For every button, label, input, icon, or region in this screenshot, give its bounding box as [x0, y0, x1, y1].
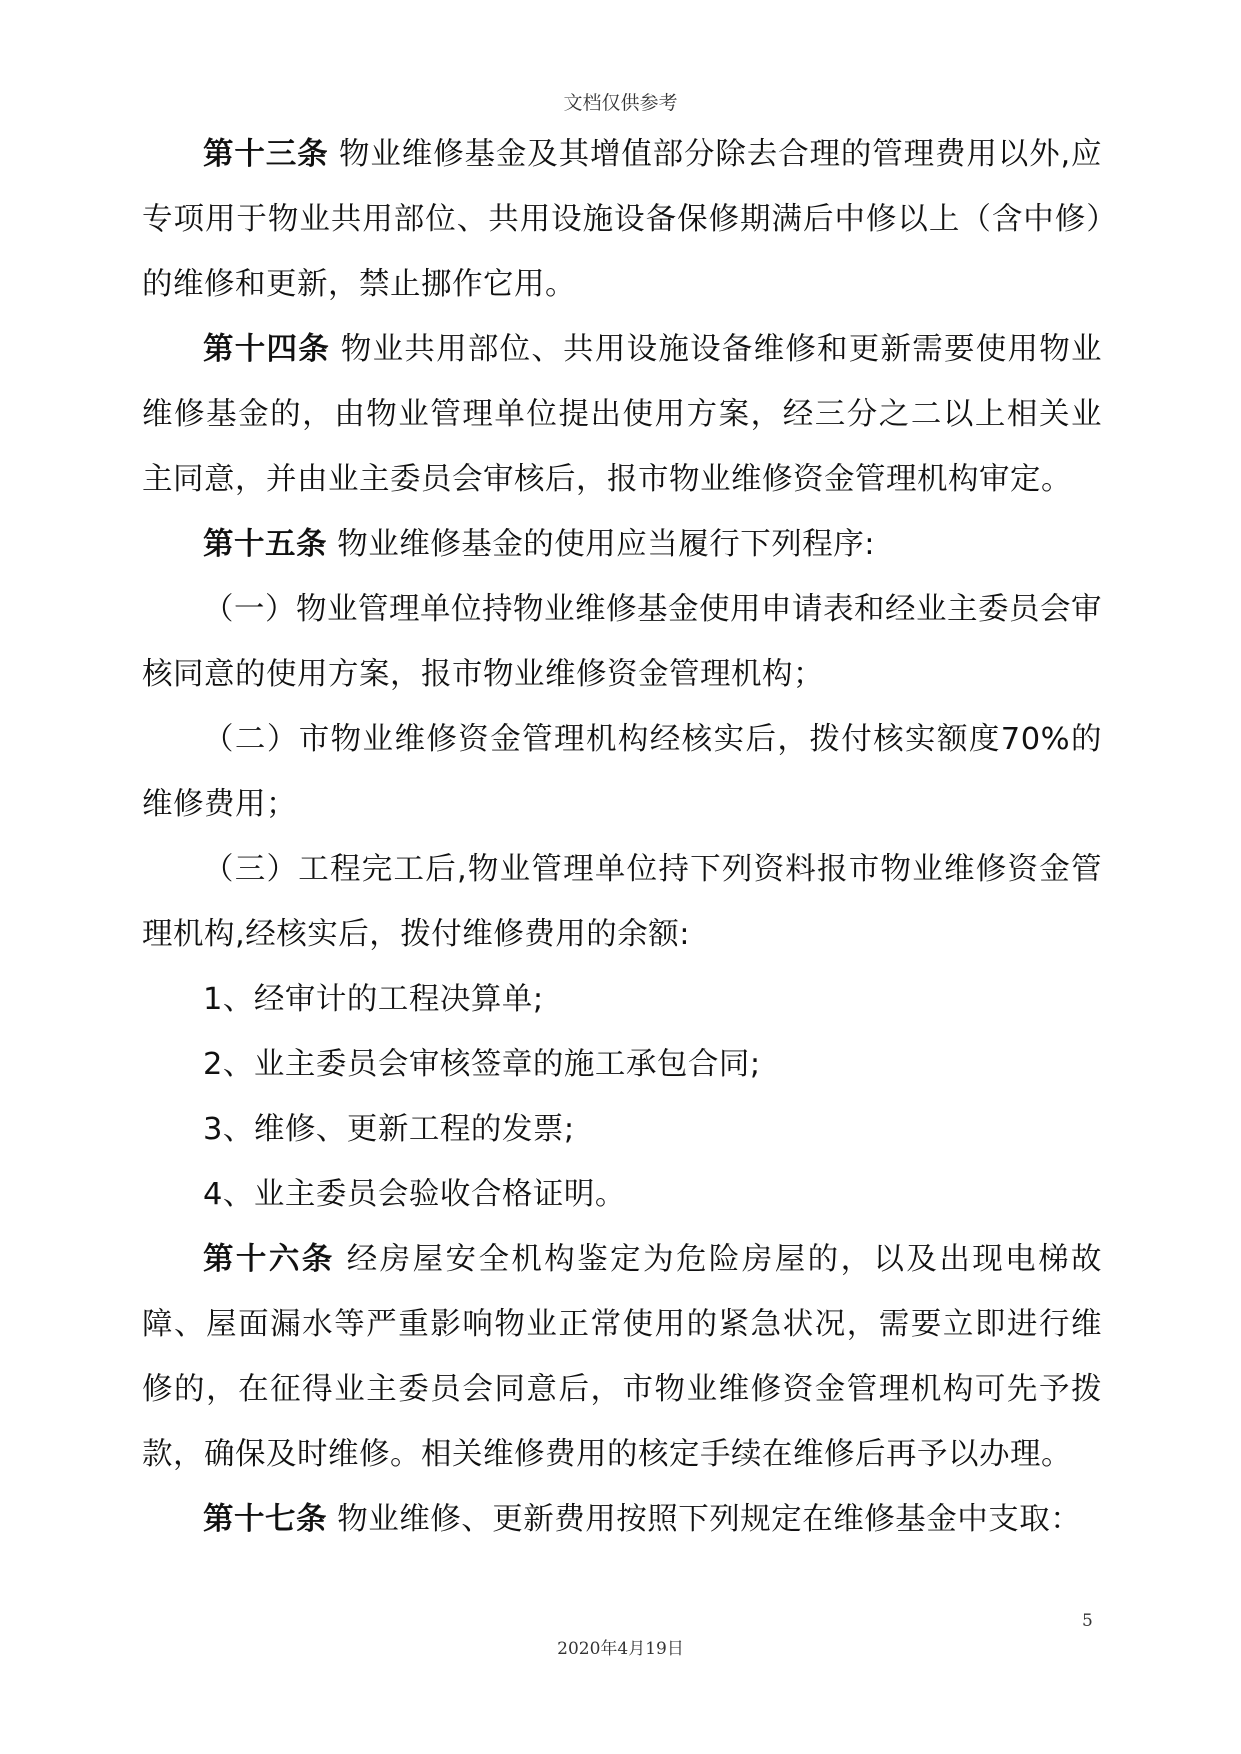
- paragraph-text: 经房屋安全机构鉴定为危险房屋的，以及出现电梯故障、屋面漏水等严重影响物业正常使用的紧急状况，需要立即进行维修的，在征得业主委员会同意后，市物业维修资金管理机构可先予拨款，确保及时维修。相关维修费用的核定手续在维修后再予以办理。: [142, 1242, 1103, 1472]
- footer-date: 2020年4月19日: [557, 1639, 684, 1659]
- article-heading: 第十七条: [203, 1502, 327, 1537]
- article-heading: 第十六条: [203, 1242, 335, 1277]
- article-heading: 第十四条: [203, 332, 330, 367]
- document-list-item-2: [142, 1032, 1102, 1097]
- paragraph-text: 物业维修、更新费用按照下列规定在维修基金中支取：: [327, 1502, 1082, 1537]
- paragraph-text: 3、维修、更新工程的发票;: [203, 1112, 575, 1147]
- page-number: 5: [1082, 1611, 1093, 1631]
- procedure-item-1: [142, 577, 1102, 707]
- document-body: [142, 122, 1102, 1552]
- paragraph-text: 物业维修基金的使用应当履行下列程序:: [327, 527, 875, 562]
- paragraph-article-14: [142, 317, 1102, 512]
- paragraph-text: 4、业主委员会验收合格证明。: [203, 1177, 626, 1212]
- procedure-item-3: [142, 837, 1102, 967]
- page-header: 文档仅供参考: [563, 92, 678, 114]
- paragraph-text: 物业共用部位、共用设施设备维修和更新需要使用物业维修基金的，由物业管理单位提出使用方案，经三分之二以上相关业主同意，并由业主委员会审核后，报市物业维修资金管理机构审定。: [142, 332, 1103, 497]
- paragraph-text: 2、业主委员会审核签章的施工承包合同;: [203, 1047, 761, 1082]
- document-list-item-1: [142, 967, 1102, 1032]
- paragraph-text: 物业维修基金及其增值部分除去合理的管理费用以外,应专项用于物业共用部位、共用设施设备保修期满后中修以上（含中修）的维修和更新，禁止挪作它用。: [142, 137, 1103, 302]
- document-list-item-4: [142, 1162, 1102, 1227]
- paragraph-article-17: [142, 1487, 1102, 1552]
- paragraph-text: （三）工程完工后,物业管理单位持下列资料报市物业维修资金管理机构,经核实后，拨付维修费用的余额:: [142, 852, 1102, 952]
- paragraph-article-15: [142, 512, 1102, 577]
- document-list-item-3: [142, 1097, 1102, 1162]
- paragraph-article-16: [142, 1227, 1102, 1487]
- article-heading: 第十三条: [203, 137, 329, 172]
- article-heading: 第十五条: [203, 527, 327, 562]
- paragraph-text: （二）市物业维修资金管理机构经核实后，拨付核实额度70%的维修费用；: [142, 722, 1102, 822]
- procedure-item-2: [142, 707, 1102, 837]
- paragraph-article-13: [142, 122, 1102, 317]
- paragraph-text: （一）物业管理单位持物业维修基金使用申请表和经业主委员会审核同意的使用方案，报市物业维修资金管理机构；: [142, 592, 1102, 692]
- paragraph-text: 1、经审计的工程决算单;: [203, 982, 544, 1017]
